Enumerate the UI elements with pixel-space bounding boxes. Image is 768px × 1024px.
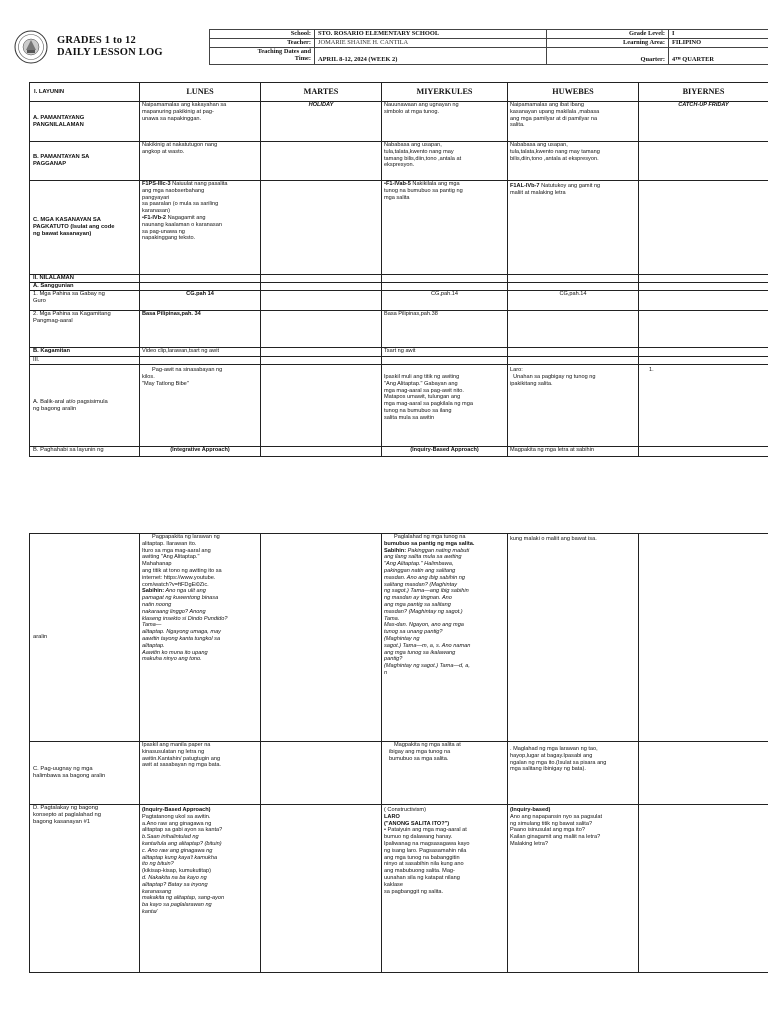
cell-text: karanasan) [142, 208, 170, 215]
cell-text: "Ang Alitaptap." Halimbawa, [384, 561, 454, 568]
cell-text: (Maghintay ng sagot.) Tama—d, a, [384, 663, 470, 670]
lesson-table-page2 [29, 533, 768, 973]
cell-text: karanasang [142, 888, 172, 895]
col-header-martes: MARTES [261, 83, 382, 102]
cell-text: kilos. [142, 373, 155, 380]
cell-text: B. Paghahabi sa layunin ng [30, 447, 140, 457]
cell-text: Pag-awit na sinasabayan ng [152, 367, 223, 373]
cell-text: kasanayan upang makilala ,mabasa [510, 108, 600, 115]
table-cell [140, 357, 261, 365]
cell-text: Laro: [510, 367, 523, 373]
cell-text: d. Nakakita na ba kayo ng [142, 874, 207, 881]
cell-text: a.Ano raw ang ginagawa ng [142, 820, 212, 827]
col-header-biyernes: BIYERNES [639, 83, 768, 102]
table-cell [639, 142, 768, 181]
cell-text: Paglalahad ng mga tunog na [394, 534, 466, 540]
table-cell [508, 181, 639, 275]
cell-text: Matapos umawit, tulungan ang [384, 394, 461, 401]
table-row-gabay-ng-guro [30, 291, 768, 311]
col-header-layunin: I. LAYUNIN [30, 83, 140, 102]
cell-text: hayop,lugar at bagay.Ipasabi ang [510, 752, 593, 759]
cell-text: mapanuring pakikinig at pag- [142, 108, 214, 115]
table-row-pamantayang-pangnilalaman [30, 102, 768, 142]
cell-text: F1AL-IVb-7 [510, 183, 540, 189]
cell-text: awitin.Kantahin/ patugtugin ang [142, 755, 221, 762]
cell-text: Unahan sa pagbigay ng tunog ng [510, 373, 596, 380]
cell-text: aawitin tayong kanta tungkol sa [142, 635, 221, 642]
cell-text: ng isang laro. Pagsasamahin nila [384, 847, 467, 854]
cell-text: (Inquiry-Based Approach) [142, 807, 211, 813]
cell-text: Naipamamalas ang kakayahan sa [142, 102, 227, 108]
cell-text: A. Sanggunian [30, 283, 140, 291]
cell-text: PAGGANAP [33, 161, 67, 167]
table-cell [140, 805, 261, 973]
cell-text: mga salitang ibinigay ng bata). [510, 766, 586, 773]
cell-text: alitaptap. Ngayong umaga, may [142, 629, 221, 636]
cell-text: ang mabubuong salita. Mag- [384, 868, 455, 875]
text [142, 215, 258, 222]
table-cell [30, 742, 140, 805]
cell-text: Natutukoy ang gamit ng [539, 183, 601, 189]
cell-text: awit at sasabayan ng mga bata. [142, 762, 221, 769]
quarter-label: Quarter: [547, 48, 669, 65]
cell-text: 2. Mga Pahina sa Kagamitang [33, 311, 111, 317]
table-row [210, 39, 768, 48]
table-cell [382, 742, 508, 805]
col-header-miyerkules: MIYERKULES [382, 83, 508, 102]
col-header-huwebes: HUWEBES [508, 83, 639, 102]
cell-text: F1-IVab-5 [385, 181, 411, 187]
cell-text: "May Tatlong Bibe" [142, 380, 189, 387]
info-table [209, 29, 768, 65]
table-cell [508, 742, 639, 805]
table-cell [30, 311, 140, 348]
cell-text: C. MGA KASANAYAN SA [33, 217, 101, 224]
cell-text: . Maglahad ng mga larawan ng tao, [510, 746, 598, 752]
cell-text: pakinggan natin ang salitang [384, 567, 456, 574]
cell-text: ngalan ng mga ito.(Isulat sa pisara ang [510, 759, 607, 766]
table-row-sanggunian [30, 283, 768, 291]
table-cell [140, 283, 261, 291]
cell-text: tunog na bumubuo sa ilang [384, 407, 452, 414]
cell-text: c. Ano raw ang ginagawa ng [142, 847, 213, 854]
cell-text: (Maghintay ng [384, 635, 420, 642]
table-row-kasanayan-sa-pagkatuto [30, 181, 768, 275]
dates-value: APRIL 8-12, 2024 (WEEK 2) [315, 48, 547, 65]
cell-text: alitaptap. [142, 642, 165, 649]
cell-text: ang titik at tono ng awiting ito sa [142, 567, 222, 574]
cell-text: Guro [33, 297, 46, 304]
table-cell [261, 283, 382, 291]
table-row-pag-uugnay [30, 742, 768, 805]
table-cell [261, 805, 382, 973]
grade-value: I [669, 30, 768, 39]
cell-text: masdan. Ano ang ibig sabihin ng [384, 574, 465, 581]
table-cell [261, 291, 382, 311]
cell-text: b.Saan inihalintulad ng [142, 834, 199, 841]
cell-text: masdan? (Maghintay ng sagot.) [384, 608, 463, 615]
cell-text: Sabihin: [142, 588, 165, 595]
cell-text: Nakikinig at nakatutugon nang [142, 142, 218, 148]
table-cell [140, 181, 261, 275]
cell-text: kanta/ [142, 908, 158, 915]
dates-label-2: Time: [294, 55, 311, 62]
cell-text: alitaptap sa gabi ayon sa kanta? [142, 827, 223, 834]
cell-text: ninyo at sasabihin nila kung ano [384, 861, 464, 868]
grade-label: Grade Level: [547, 30, 669, 39]
table-cell [140, 142, 261, 181]
cell-text: Ano nga ulit ang [164, 588, 206, 595]
table-cell [30, 365, 140, 447]
cell-text: Pagtatanong ukol sa awitin. [142, 813, 211, 820]
table-cell [382, 102, 508, 142]
cell-text: ito ng bituin? [142, 861, 174, 868]
cell-text: ng sagot.) Tama—ang ibig sabihin [384, 588, 469, 595]
cell-text: bumubuo sa mga salita. [389, 755, 449, 762]
cell-text: alitaptap. Ilarawan ito. [142, 540, 197, 547]
school-value: STO. ROSARIO ELEMENTARY SCHOOL [315, 30, 547, 39]
cell-text: Malaking letra? [510, 840, 548, 847]
cell-text: unawa sa napakinggan. [142, 115, 202, 122]
table-cell [261, 447, 382, 457]
cell-text: Pangmag-aaral [33, 317, 73, 324]
cell-text: maliit at malaking letra [510, 189, 566, 196]
cell-text: Nababasa ang usapan, [510, 142, 568, 148]
cell-text: Naiuulat nang pasalita [170, 181, 228, 187]
cell-text: salita. [510, 122, 525, 129]
cell-text: ang mga pantig sa salitang [384, 601, 451, 608]
table-cell [382, 805, 508, 973]
cell-text: ba kayo sa paglalarawan ng [142, 902, 212, 909]
table-cell [639, 181, 768, 275]
cell-text: Ituro sa mga mag-aaral ang [142, 547, 211, 554]
cell-text: bumuo ng dalawang hanay. [384, 834, 453, 841]
table-row-iii [30, 357, 768, 365]
table-cell [382, 534, 508, 742]
school-label: School: [210, 30, 315, 39]
cell-text: makakita ng alitaptap, sang-ayon [142, 895, 225, 902]
cell-text: com/watch?v=ftFDgEi0Zic. [142, 581, 209, 588]
cell-text: sa pagbanggit ng salita. [384, 888, 444, 895]
cell-text: bumubuo sa pantig ng mga salita. [384, 540, 475, 547]
cell-text: napakinggang teksto. [142, 235, 196, 242]
table-row [210, 48, 768, 65]
cell-text: LARO [384, 813, 400, 820]
cell-text: bagong kasanayan #1 [33, 818, 91, 825]
cell-text: (Inquiry-Based Approach) [382, 447, 508, 457]
cell-text: klaseng insekto si Dindo Pundido? [142, 615, 228, 622]
table-row-nilalaman [30, 275, 768, 283]
cell-text: ng masdan ay tingnan. Ano [384, 595, 452, 602]
cell-text: II. NILALAMAN [30, 275, 140, 283]
table-cell [210, 48, 315, 65]
cell-text: Ano ang napapansin nyo sa pagsulat [510, 813, 603, 820]
cell-text: ang mga naobserbahang [142, 187, 205, 194]
catch-up-friday-text: CATCH-UP FRIDAY [639, 102, 768, 142]
cell-text: CG,pah.14 [508, 291, 639, 311]
cell-text: CG,pah.14 [382, 291, 508, 311]
cell-text: Magpakita ng mga salita at [394, 742, 461, 748]
cell-text: III. [30, 357, 140, 365]
cell-text: naunang kaalaman o karanasan [142, 221, 222, 228]
table-cell [639, 805, 768, 973]
table-header-row [30, 83, 768, 102]
cell-text: • Pataiyuin ang mga mag-aaral at [384, 827, 467, 834]
cell-text: ang mga tunog na babanggitin [384, 854, 460, 861]
table-cell [639, 534, 768, 742]
cell-text: internet: https://www.youtube. [142, 574, 216, 581]
cell-text: Paano isinusulat ang mga ito? [510, 827, 585, 834]
cell-text: Ipaskil muli ang titik ng awiting [384, 374, 460, 380]
table-cell [261, 348, 382, 357]
table-cell [382, 365, 508, 447]
area-label: Learning Area: [547, 39, 669, 48]
cell-text: B. PAMANTAYAN SA [33, 154, 90, 161]
table-cell [261, 534, 382, 742]
table-cell [140, 275, 261, 283]
table-cell [639, 291, 768, 311]
cell-text: natin noong [142, 601, 172, 608]
table-cell [261, 275, 382, 283]
form-title-dll: DAILY LESSON LOG [57, 47, 163, 58]
cell-text: aralin [30, 534, 140, 742]
area-value: FILIPINO [669, 39, 768, 48]
cell-text: tula,talata,kwento nang may [384, 148, 454, 155]
table-cell [639, 357, 768, 365]
table-cell [140, 742, 261, 805]
cell-text: Mas-dan. Ngayon, ano ang mga [384, 622, 464, 629]
cell-text: ekspresyon. [384, 162, 415, 169]
table-cell [508, 348, 639, 357]
cell-text: pantig? [384, 656, 403, 663]
table-row [210, 30, 768, 39]
table-row-aralin [30, 534, 768, 742]
cell-text: mga mag-aaral sa pag-awit nito. [384, 387, 464, 394]
cell-text: halimbawa sa bagong aralin [33, 773, 106, 779]
deped-seal-icon [14, 30, 48, 64]
table-cell [140, 534, 261, 742]
cell-text: mga mag-aaral sa pagkilala ng mga [384, 401, 473, 408]
table-cell [639, 283, 768, 291]
teacher-value: JOMARIE SHAINE H. CANTILA [315, 39, 547, 48]
cell-text: A. Balik-aral at/o pagsisimula [33, 398, 108, 405]
table-cell [382, 181, 508, 275]
cell-text: "Ang Alitaptap." Gabayan ang [384, 380, 458, 387]
cell-text: B. Kagamitan [30, 348, 140, 357]
lesson-table-page1 [29, 82, 768, 457]
cell-text: kaklase [384, 881, 403, 888]
cell-text: ipakikitang salita. [510, 380, 553, 387]
cell-text: ("ANONG SALITA ITO?") [384, 820, 450, 827]
table-cell [508, 275, 639, 283]
cell-text: kanta/tula ang alitaptap? (bituin) [142, 840, 222, 847]
cell-text: kinasusulatan ng letra ng [142, 748, 205, 755]
cell-text: Pakinggan nating mabuti [406, 547, 470, 554]
cell-text: pamagat ng kuwentong binasa [142, 595, 219, 602]
quarter-value: 4ᵀᴴ QUARTER [669, 48, 768, 65]
cell-text: ng bagong aralin [33, 405, 77, 412]
table-row-pamantayan-sa-pagganap [30, 142, 768, 181]
text [384, 548, 505, 555]
text [142, 588, 258, 595]
cell-text: Mahahanap [142, 561, 172, 568]
table-cell [261, 311, 382, 348]
cell-text: D. Pagtalakay ng bagong [33, 805, 99, 811]
cell-text: makuha ninyo ang tono. [142, 656, 202, 663]
table-cell [30, 291, 140, 311]
text [384, 181, 505, 188]
table-cell [639, 275, 768, 283]
cell-text: Tsart ng awit [382, 348, 508, 357]
cell-text: Ipaliwanag na magsasagawa kayo [384, 840, 470, 847]
cell-text: Tama— [142, 622, 162, 629]
cell-text: salita mula sa awitin [384, 414, 435, 421]
cell-text: 1. [639, 365, 768, 447]
cell-text: Magpakita ng mga letra at sabihin [508, 447, 639, 457]
cell-text: 1. Mga Pahina sa Gabay ng [33, 291, 105, 297]
table-cell [508, 283, 639, 291]
cell-text: konsepto at paglalahad ng [33, 811, 102, 818]
table-cell [30, 181, 140, 275]
col-header-lunes: LUNES [140, 83, 261, 102]
cell-text: Ipaskil ang manila paper na [142, 742, 211, 748]
table-cell [508, 357, 639, 365]
cell-text: sa paaralan (o mula sa sariling [142, 201, 219, 208]
table-row-balik-aral [30, 365, 768, 447]
cell-text: simbolo at mga tunog. [384, 108, 440, 115]
dates-label-1: Teaching Dates and [257, 48, 311, 55]
cell-text: Nagagamit ang [166, 214, 206, 221]
cell-text: bilis,diin,tono ,antala at ekspresyon. [510, 155, 599, 162]
cell-text: tunog sa unang pantig? [384, 629, 443, 636]
cell-text: angkop at wasto. [142, 148, 185, 155]
table-cell [382, 275, 508, 283]
table-cell [382, 357, 508, 365]
cell-text: Basa Pilipinas,pah.38 [382, 311, 508, 348]
cell-text: PAGKATUTO (Isulat ang code [33, 224, 115, 231]
cell-text: CG.pah 14 [140, 291, 261, 311]
cell-text: n [384, 669, 388, 676]
cell-text: pangyayari [142, 194, 170, 201]
table-cell [508, 805, 639, 973]
form-title-grades: GRADES 1 to 12 [57, 35, 136, 46]
cell-text: tunog na bumubuo sa pantig ng [384, 187, 463, 194]
cell-text: ibigay ang mga tunog na [389, 748, 451, 755]
cell-text: ang ilang salita mula sa awiting [384, 554, 462, 561]
cell-text: mga salita [384, 194, 410, 201]
table-cell [30, 142, 140, 181]
cell-text: Nauunawaan ang ugnayan ng [384, 102, 459, 108]
table-cell [508, 365, 639, 447]
cell-text: Nakikilala ang mga [410, 181, 460, 187]
cell-text: awiting "Ang Alitaptap." [142, 554, 200, 561]
table-cell [639, 348, 768, 357]
cell-text: Kailan ginagamit ang maliit na letra? [510, 834, 601, 841]
cell-text: tula,talata,kwento nang may tamang [510, 148, 600, 155]
table-cell [261, 142, 382, 181]
cell-text: Tama. [384, 615, 400, 622]
cell-text: PANGNILALAMAN [33, 121, 84, 128]
cell-text: Video clip,larawan,tsart ng awit [140, 348, 261, 357]
text [142, 181, 258, 188]
cell-text: ng simulang titik ng bawat salita? [510, 820, 593, 827]
table-cell [639, 447, 768, 457]
table-row-paghahabi [30, 447, 768, 457]
cell-text: A. PAMANTAYANG [33, 114, 85, 121]
table-row-pagtalakay [30, 805, 768, 973]
cell-text: kung malaki o maliit ang bawat isa. [508, 534, 639, 742]
cell-text: nakaraang linggo? Anong [142, 608, 206, 615]
table-row-kagamitang-pangmag-aaral [30, 311, 768, 348]
table-cell [261, 181, 382, 275]
table-cell [140, 365, 261, 447]
cell-text: F1-IVb-2 [143, 214, 167, 221]
table-cell [508, 142, 639, 181]
cell-text: sagot.) Tama—m, a, s. Ano naman [384, 642, 471, 649]
cell-text: Basa Pilipinas,pah. 34 [140, 311, 261, 348]
table-row-kagamitan [30, 348, 768, 357]
table-cell [261, 742, 382, 805]
cell-text: uunahan sila ng katapat nilang [384, 874, 460, 881]
cell-text: (kikisap-kisap, kumukutitap) [142, 868, 212, 875]
cell-text: alitaptap? Batay sa inyong [142, 881, 208, 888]
table-cell [508, 311, 639, 348]
cell-text: C. Pag-uugnay ng mga [33, 766, 93, 773]
cell-text: Naipamamalas ang ibat ibang [510, 102, 585, 108]
cell-text: (Integrative Approach) [140, 447, 261, 457]
cell-text: tamang bilis,diin,tono ,antala at [384, 155, 462, 162]
cell-text: ang mga tunog sa ikalawang [384, 649, 456, 656]
cell-text: Pagpapakita ng larawan ng [152, 534, 220, 540]
cell-text: ng bawat kasanayan) [33, 230, 92, 237]
cell-text: Aawitin ko muna ito upang [142, 649, 208, 656]
cell-text: ( Constructivism) [384, 807, 426, 813]
cell-text: F1PS-IIIc-3 [142, 181, 171, 187]
text [510, 183, 636, 190]
cell-text: Sabihin: [384, 547, 407, 554]
table-cell [140, 102, 261, 142]
cell-text: sa pag-unawa ng [142, 228, 185, 235]
table-cell [382, 283, 508, 291]
cell-text: (Inquiry-based) [510, 807, 551, 813]
table-cell [30, 805, 140, 973]
table-cell [639, 311, 768, 348]
table-cell [30, 102, 140, 142]
holiday-text: HOLIDAY [261, 102, 382, 142]
table-cell [261, 365, 382, 447]
table-cell [639, 742, 768, 805]
table-cell [261, 357, 382, 365]
table-cell [508, 102, 639, 142]
cell-text: salitang masdan? (Maghintay [384, 581, 458, 588]
cell-text: Nababasa ang usapan, [384, 142, 442, 148]
table-cell [382, 142, 508, 181]
teacher-label: Teacher: [210, 39, 315, 48]
cell-text: ang mga pamilyar at di pamilyar na [510, 115, 598, 122]
cell-text: alitaptap kung kaya't kamukha [142, 854, 218, 861]
